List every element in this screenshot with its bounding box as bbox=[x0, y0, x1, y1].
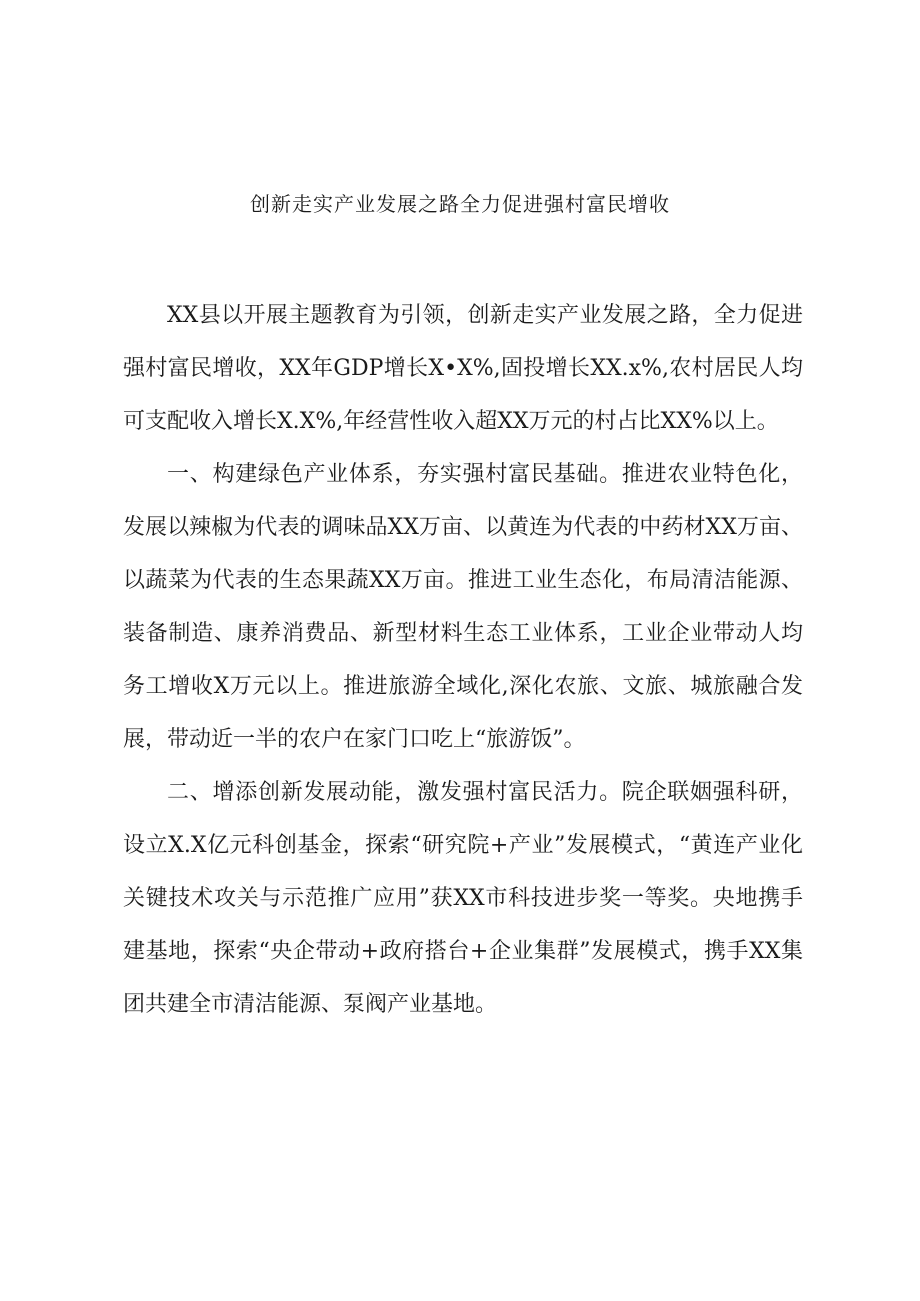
paragraph-section-one: 一、构建绿色产业体系，夯实强村富民基础。推进农业特色化，发展以辣椒为代表的调味品XX万亩、以黄连为代表的中药材XX万亩、以蔬菜为代表的生态果蔬XX万亩。推进工业生态化，布局清洁能源、装备制造、康养消费品、新型材料生态工业体系，工业企业带动人均务工增收X万元以上。推进旅游全域化,深化农旅、文旅、城旅融合发展，带动近一半的农户在家门口吃上“旅游饭”。 bbox=[123, 462, 803, 752]
paragraph-intro: XX县以开展主题教育为引领，创新走实产业发展之路，全力促进强村富民增收，XX年GDP增长X•X%,固投增长XX.x%,农村居民人均可支配收入增长X.X%,年经营性收入超XX万元的村占比XX%以上。 bbox=[123, 303, 803, 434]
document-title: 创新走实产业发展之路全力促进强村富民增收 bbox=[250, 192, 670, 216]
document-body bbox=[123, 289, 803, 1031]
paragraph-section-two: 二、增添创新发展动能，激发强村富民活力。院企联姻强科研，设立X.X亿元科创基金，探索“研究院+产业”发展模式，“黄连产业化关键技术攻关与示范推广应用”获XX市科技进步奖一等奖。央地携手建基地，探索“央企带动+政府搭台+企业集群”发展模式，携手XX集团共建全市清洁能源、泵阀产业基地。 bbox=[123, 780, 804, 1017]
